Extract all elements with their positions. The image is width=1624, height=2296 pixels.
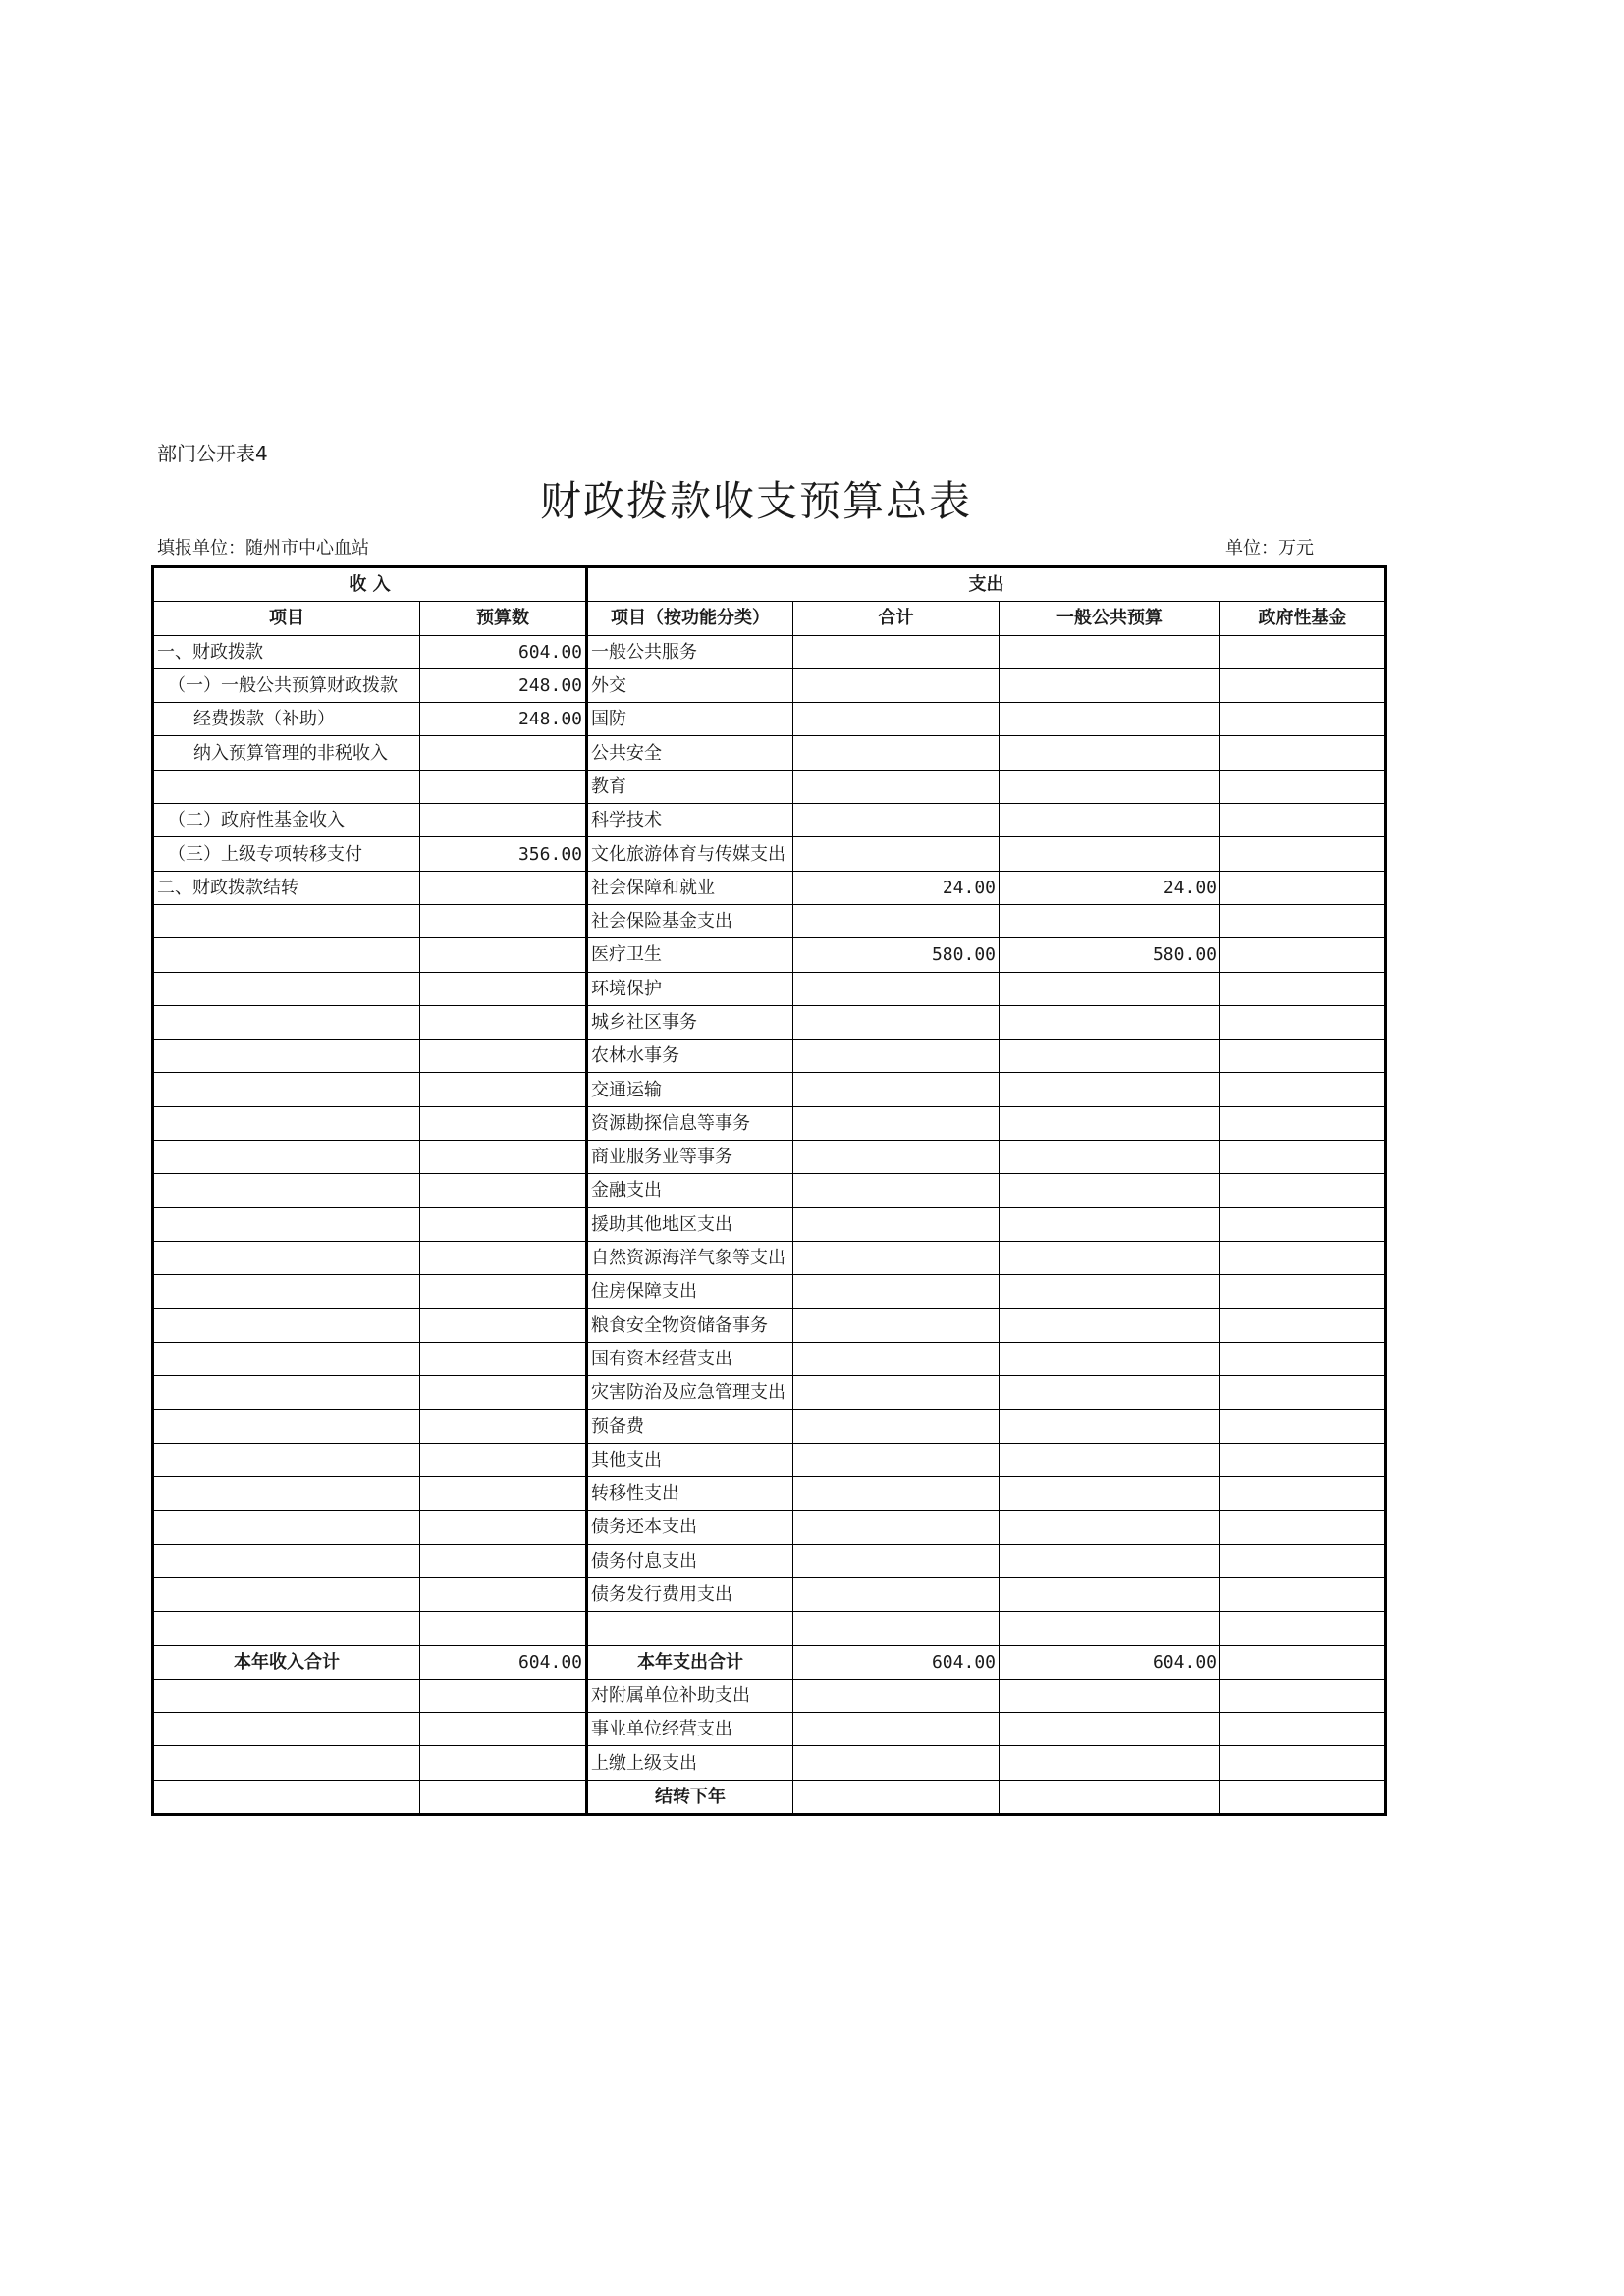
expense-item-cell: 公共安全 <box>587 736 793 770</box>
table-row <box>153 1040 1386 1073</box>
table-row <box>153 1073 1386 1106</box>
col-general-header: 一般公共预算 <box>1000 602 1220 635</box>
expense-item-cell: 一般公共服务 <box>587 635 793 668</box>
expense-total-cell <box>793 1207 1000 1241</box>
expense-item-cell <box>587 1612 793 1645</box>
income-budget-cell <box>420 904 587 937</box>
income-budget-cell <box>420 1746 587 1780</box>
expense-fund-cell <box>1220 1342 1386 1375</box>
table-row <box>153 1342 1386 1375</box>
expense-fund-cell <box>1220 804 1386 837</box>
income-budget-cell <box>420 804 587 837</box>
expense-total-cell <box>793 1780 1000 1814</box>
expense-general-cell <box>1000 1477 1220 1511</box>
expense-general-cell <box>1000 1746 1220 1780</box>
expense-item-cell: 债务发行费用支出 <box>587 1577 793 1611</box>
expense-item-cell: 对附属单位补助支出 <box>587 1679 793 1712</box>
income-item-cell <box>153 1241 420 1274</box>
table-row <box>153 804 1386 837</box>
income-budget-cell <box>420 736 587 770</box>
income-item-cell <box>153 1106 420 1140</box>
expense-fund-cell <box>1220 1376 1386 1410</box>
expense-general-cell: 604.00 <box>1000 1645 1220 1679</box>
expense-general-cell <box>1000 1005 1220 1039</box>
expense-total-cell <box>793 736 1000 770</box>
expense-total-cell <box>793 1577 1000 1611</box>
table-row <box>153 1443 1386 1476</box>
expense-general-cell <box>1000 770 1220 803</box>
expense-item-cell: 环境保护 <box>587 972 793 1005</box>
expense-total-cell <box>793 1308 1000 1342</box>
expense-total-cell <box>793 770 1000 803</box>
expense-fund-cell <box>1220 837 1386 871</box>
income-budget-cell <box>420 1241 587 1274</box>
income-budget-cell <box>420 1544 587 1577</box>
expense-header: 支出 <box>587 567 1386 602</box>
expense-item-cell: 教育 <box>587 770 793 803</box>
expense-fund-cell <box>1220 635 1386 668</box>
expense-general-cell <box>1000 1410 1220 1443</box>
income-item-cell <box>153 1410 420 1443</box>
expense-general-cell <box>1000 804 1220 837</box>
income-budget-cell <box>420 1376 587 1410</box>
expense-item-cell: 事业单位经营支出 <box>587 1713 793 1746</box>
col-exp-item-header: 项目（按功能分类） <box>587 602 793 635</box>
table-row <box>153 1410 1386 1443</box>
expense-fund-cell <box>1220 703 1386 736</box>
income-item-cell <box>153 1040 420 1073</box>
table-row <box>153 1544 1386 1577</box>
expense-total-cell <box>793 1106 1000 1140</box>
expense-fund-cell <box>1220 1511 1386 1544</box>
table-row <box>153 1141 1386 1174</box>
expense-fund-cell <box>1220 1174 1386 1207</box>
expense-total-cell <box>793 804 1000 837</box>
col-total-header: 合计 <box>793 602 1000 635</box>
income-budget-cell <box>420 1073 587 1106</box>
expense-item-cell: 国防 <box>587 703 793 736</box>
income-budget-cell <box>420 1174 587 1207</box>
expense-total-cell <box>793 1746 1000 1780</box>
expense-total-cell <box>793 1342 1000 1375</box>
expense-fund-cell <box>1220 1275 1386 1308</box>
expense-general-cell <box>1000 1780 1220 1814</box>
table-row <box>153 1106 1386 1140</box>
expense-total-cell <box>793 904 1000 937</box>
expense-total-cell <box>793 668 1000 702</box>
expense-total-cell <box>793 1477 1000 1511</box>
table-row <box>153 837 1386 871</box>
expense-fund-cell <box>1220 770 1386 803</box>
table-row <box>153 938 1386 972</box>
expense-general-cell <box>1000 1275 1220 1308</box>
expense-total-cell <box>793 837 1000 871</box>
money-unit: 单位：万元 <box>1225 538 1314 559</box>
table-row <box>153 1308 1386 1342</box>
table-row <box>153 1005 1386 1039</box>
expense-general-cell <box>1000 1174 1220 1207</box>
expense-total-cell <box>793 972 1000 1005</box>
income-budget-cell <box>420 1410 587 1443</box>
income-budget-cell: 604.00 <box>420 1645 587 1679</box>
income-budget-cell: 248.00 <box>420 668 587 702</box>
table-row <box>153 668 1386 702</box>
expense-general-cell <box>1000 1511 1220 1544</box>
table-row <box>153 1746 1386 1780</box>
expense-item-cell: 社会保障和就业 <box>587 871 793 904</box>
expense-general-cell <box>1000 904 1220 937</box>
table-row <box>153 1645 1386 1679</box>
table-row <box>153 1174 1386 1207</box>
table-row <box>153 1207 1386 1241</box>
table-row <box>153 1577 1386 1611</box>
expense-item-cell: 国有资本经营支出 <box>587 1342 793 1375</box>
expense-fund-cell <box>1220 1612 1386 1645</box>
expense-total-cell <box>793 1443 1000 1476</box>
expense-item-cell: 债务付息支出 <box>587 1544 793 1577</box>
expense-general-cell <box>1000 703 1220 736</box>
income-budget-cell <box>420 1040 587 1073</box>
income-item-cell <box>153 1746 420 1780</box>
expense-item-cell: 科学技术 <box>587 804 793 837</box>
table-row <box>153 972 1386 1005</box>
expense-total-cell <box>793 1275 1000 1308</box>
income-item-cell: 二、财政拨款结转 <box>153 871 420 904</box>
expense-general-cell <box>1000 1577 1220 1611</box>
expense-general-cell <box>1000 668 1220 702</box>
expense-fund-cell <box>1220 972 1386 1005</box>
table-row <box>153 770 1386 803</box>
table-row <box>153 1275 1386 1308</box>
expense-item-cell: 预备费 <box>587 1410 793 1443</box>
expense-general-cell <box>1000 1342 1220 1375</box>
income-item-cell <box>153 770 420 803</box>
income-item-cell: （三）上级专项转移支付 <box>153 837 420 871</box>
income-budget-cell <box>420 770 587 803</box>
table-row <box>153 1612 1386 1645</box>
expense-item-cell: 金融支出 <box>587 1174 793 1207</box>
page-title: 财政拨款收支预算总表 <box>539 477 972 525</box>
expense-fund-cell <box>1220 1141 1386 1174</box>
expense-general-cell <box>1000 1040 1220 1073</box>
expense-fund-cell <box>1220 736 1386 770</box>
income-budget-cell <box>420 871 587 904</box>
expense-item-cell: 城乡社区事务 <box>587 1005 793 1039</box>
col-item-header: 项目 <box>153 602 420 635</box>
expense-total-cell <box>793 1073 1000 1106</box>
table-row <box>153 1477 1386 1511</box>
income-item-cell <box>153 1679 420 1712</box>
expense-fund-cell <box>1220 871 1386 904</box>
income-budget-cell: 604.00 <box>420 635 587 668</box>
income-item-cell: （一）一般公共预算财政拨款 <box>153 668 420 702</box>
table-row <box>153 635 1386 668</box>
income-item-cell <box>153 1477 420 1511</box>
expense-general-cell <box>1000 1376 1220 1410</box>
income-item-cell <box>153 1577 420 1611</box>
income-budget-cell <box>420 1005 587 1039</box>
income-header: 收 入 <box>153 567 587 602</box>
income-item-cell <box>153 1073 420 1106</box>
table-row <box>153 1241 1386 1274</box>
expense-total-cell <box>793 1376 1000 1410</box>
expense-fund-cell <box>1220 1241 1386 1274</box>
expense-total-cell <box>793 703 1000 736</box>
expense-item-cell: 结转下年 <box>587 1780 793 1814</box>
table-row <box>153 1780 1386 1814</box>
income-budget-cell <box>420 1342 587 1375</box>
expense-item-cell: 商业服务业等事务 <box>587 1141 793 1174</box>
expense-general-cell <box>1000 1308 1220 1342</box>
income-item-cell <box>153 1544 420 1577</box>
expense-total-cell: 580.00 <box>793 938 1000 972</box>
income-item-cell <box>153 904 420 937</box>
expense-general-cell <box>1000 736 1220 770</box>
expense-general-cell <box>1000 1207 1220 1241</box>
expense-total-cell: 24.00 <box>793 871 1000 904</box>
income-budget-cell <box>420 1713 587 1746</box>
expense-general-cell <box>1000 1713 1220 1746</box>
income-item-cell <box>153 1174 420 1207</box>
income-item-cell <box>153 1308 420 1342</box>
expense-general-cell <box>1000 1141 1220 1174</box>
expense-total-cell <box>793 1141 1000 1174</box>
expense-total-cell <box>793 1612 1000 1645</box>
expense-general-cell <box>1000 1679 1220 1712</box>
income-item-cell: 一、财政拨款 <box>153 635 420 668</box>
expense-item-cell: 外交 <box>587 668 793 702</box>
expense-fund-cell <box>1220 1577 1386 1611</box>
income-item-cell <box>153 1141 420 1174</box>
income-budget-cell <box>420 1511 587 1544</box>
expense-item-cell: 交通运输 <box>587 1073 793 1106</box>
expense-fund-cell <box>1220 1780 1386 1814</box>
expense-general-cell <box>1000 1443 1220 1476</box>
table-row <box>153 1376 1386 1410</box>
expense-total-cell <box>793 1679 1000 1712</box>
expense-total-cell <box>793 635 1000 668</box>
expense-fund-cell <box>1220 1477 1386 1511</box>
income-item-cell: 纳入预算管理的非税收入 <box>153 736 420 770</box>
expense-fund-cell <box>1220 1443 1386 1476</box>
income-budget-cell <box>420 1612 587 1645</box>
expense-general-cell <box>1000 1544 1220 1577</box>
expense-fund-cell <box>1220 1746 1386 1780</box>
income-budget-cell <box>420 1141 587 1174</box>
table-row <box>153 736 1386 770</box>
expense-total-cell <box>793 1174 1000 1207</box>
expense-item-cell: 债务还本支出 <box>587 1511 793 1544</box>
expense-general-cell <box>1000 635 1220 668</box>
income-budget-cell <box>420 1577 587 1611</box>
income-item-cell <box>153 1780 420 1814</box>
expense-general-cell <box>1000 1612 1220 1645</box>
table-body <box>153 635 1386 1814</box>
income-budget-cell <box>420 1106 587 1140</box>
expense-fund-cell <box>1220 1679 1386 1712</box>
expense-item-cell: 文化旅游体育与传媒支出 <box>587 837 793 871</box>
expense-fund-cell <box>1220 1040 1386 1073</box>
table-row <box>153 904 1386 937</box>
income-budget-cell <box>420 1679 587 1712</box>
expense-general-cell: 580.00 <box>1000 938 1220 972</box>
expense-general-cell <box>1000 1106 1220 1140</box>
income-item-cell <box>153 938 420 972</box>
income-item-cell <box>153 1443 420 1476</box>
expense-fund-cell <box>1220 1005 1386 1039</box>
table-row <box>153 703 1386 736</box>
income-item-cell <box>153 1511 420 1544</box>
income-budget-cell <box>420 1207 587 1241</box>
expense-fund-cell <box>1220 1207 1386 1241</box>
expense-total-cell <box>793 1713 1000 1746</box>
expense-fund-cell <box>1220 1073 1386 1106</box>
expense-item-cell: 转移性支出 <box>587 1477 793 1511</box>
expense-fund-cell <box>1220 904 1386 937</box>
expense-total-cell <box>793 1040 1000 1073</box>
expense-item-cell: 援助其他地区支出 <box>587 1207 793 1241</box>
income-item-cell <box>153 1275 420 1308</box>
expense-fund-cell <box>1220 1544 1386 1577</box>
table-group-header <box>153 567 1386 602</box>
expense-total-cell <box>793 1544 1000 1577</box>
expense-general-cell <box>1000 1073 1220 1106</box>
income-budget-cell <box>420 1477 587 1511</box>
expense-item-cell: 灾害防治及应急管理支出 <box>587 1376 793 1410</box>
income-item-cell <box>153 1612 420 1645</box>
income-budget-cell <box>420 938 587 972</box>
expense-total-cell: 604.00 <box>793 1645 1000 1679</box>
table-row <box>153 1511 1386 1544</box>
income-budget-cell: 356.00 <box>420 837 587 871</box>
budget-table <box>151 565 1387 1816</box>
expense-total-cell <box>793 1241 1000 1274</box>
expense-total-cell <box>793 1511 1000 1544</box>
income-budget-cell: 248.00 <box>420 703 587 736</box>
income-budget-cell <box>420 1308 587 1342</box>
expense-fund-cell <box>1220 938 1386 972</box>
table-row <box>153 1679 1386 1712</box>
table-row <box>153 871 1386 904</box>
income-item-cell: （二）政府性基金收入 <box>153 804 420 837</box>
expense-item-cell: 医疗卫生 <box>587 938 793 972</box>
expense-item-cell: 其他支出 <box>587 1443 793 1476</box>
expense-general-cell <box>1000 972 1220 1005</box>
table-row <box>153 1713 1386 1746</box>
expense-general-cell: 24.00 <box>1000 871 1220 904</box>
table-column-header <box>153 602 1386 635</box>
income-item-cell <box>153 1342 420 1375</box>
income-budget-cell <box>420 1780 587 1814</box>
expense-item-cell: 资源勘探信息等事务 <box>587 1106 793 1140</box>
expense-item-cell: 本年支出合计 <box>587 1645 793 1679</box>
expense-fund-cell <box>1220 668 1386 702</box>
expense-item-cell: 粮食安全物资储备事务 <box>587 1308 793 1342</box>
expense-item-cell: 上缴上级支出 <box>587 1746 793 1780</box>
expense-total-cell <box>793 1005 1000 1039</box>
expense-fund-cell <box>1220 1308 1386 1342</box>
expense-fund-cell <box>1220 1713 1386 1746</box>
income-item-cell <box>153 972 420 1005</box>
expense-general-cell <box>1000 837 1220 871</box>
expense-fund-cell <box>1220 1410 1386 1443</box>
income-item-cell <box>153 1005 420 1039</box>
income-item-cell <box>153 1713 420 1746</box>
expense-fund-cell <box>1220 1106 1386 1140</box>
income-budget-cell <box>420 1275 587 1308</box>
document-label: 部门公开表4 <box>157 442 268 465</box>
col-fund-header: 政府性基金 <box>1220 602 1386 635</box>
expense-total-cell <box>793 1410 1000 1443</box>
income-item-cell: 本年收入合计 <box>153 1645 420 1679</box>
income-item-cell: 经费拨款（补助） <box>153 703 420 736</box>
income-item-cell <box>153 1207 420 1241</box>
expense-general-cell <box>1000 1241 1220 1274</box>
expense-item-cell: 自然资源海洋气象等支出 <box>587 1241 793 1274</box>
expense-item-cell: 社会保险基金支出 <box>587 904 793 937</box>
income-budget-cell <box>420 972 587 1005</box>
expense-item-cell: 农林水事务 <box>587 1040 793 1073</box>
expense-fund-cell <box>1220 1645 1386 1679</box>
reporting-unit: 填报单位：随州市中心血站 <box>157 538 369 559</box>
col-budget-header: 预算数 <box>420 602 587 635</box>
income-budget-cell <box>420 1443 587 1476</box>
income-item-cell <box>153 1376 420 1410</box>
expense-item-cell: 住房保障支出 <box>587 1275 793 1308</box>
